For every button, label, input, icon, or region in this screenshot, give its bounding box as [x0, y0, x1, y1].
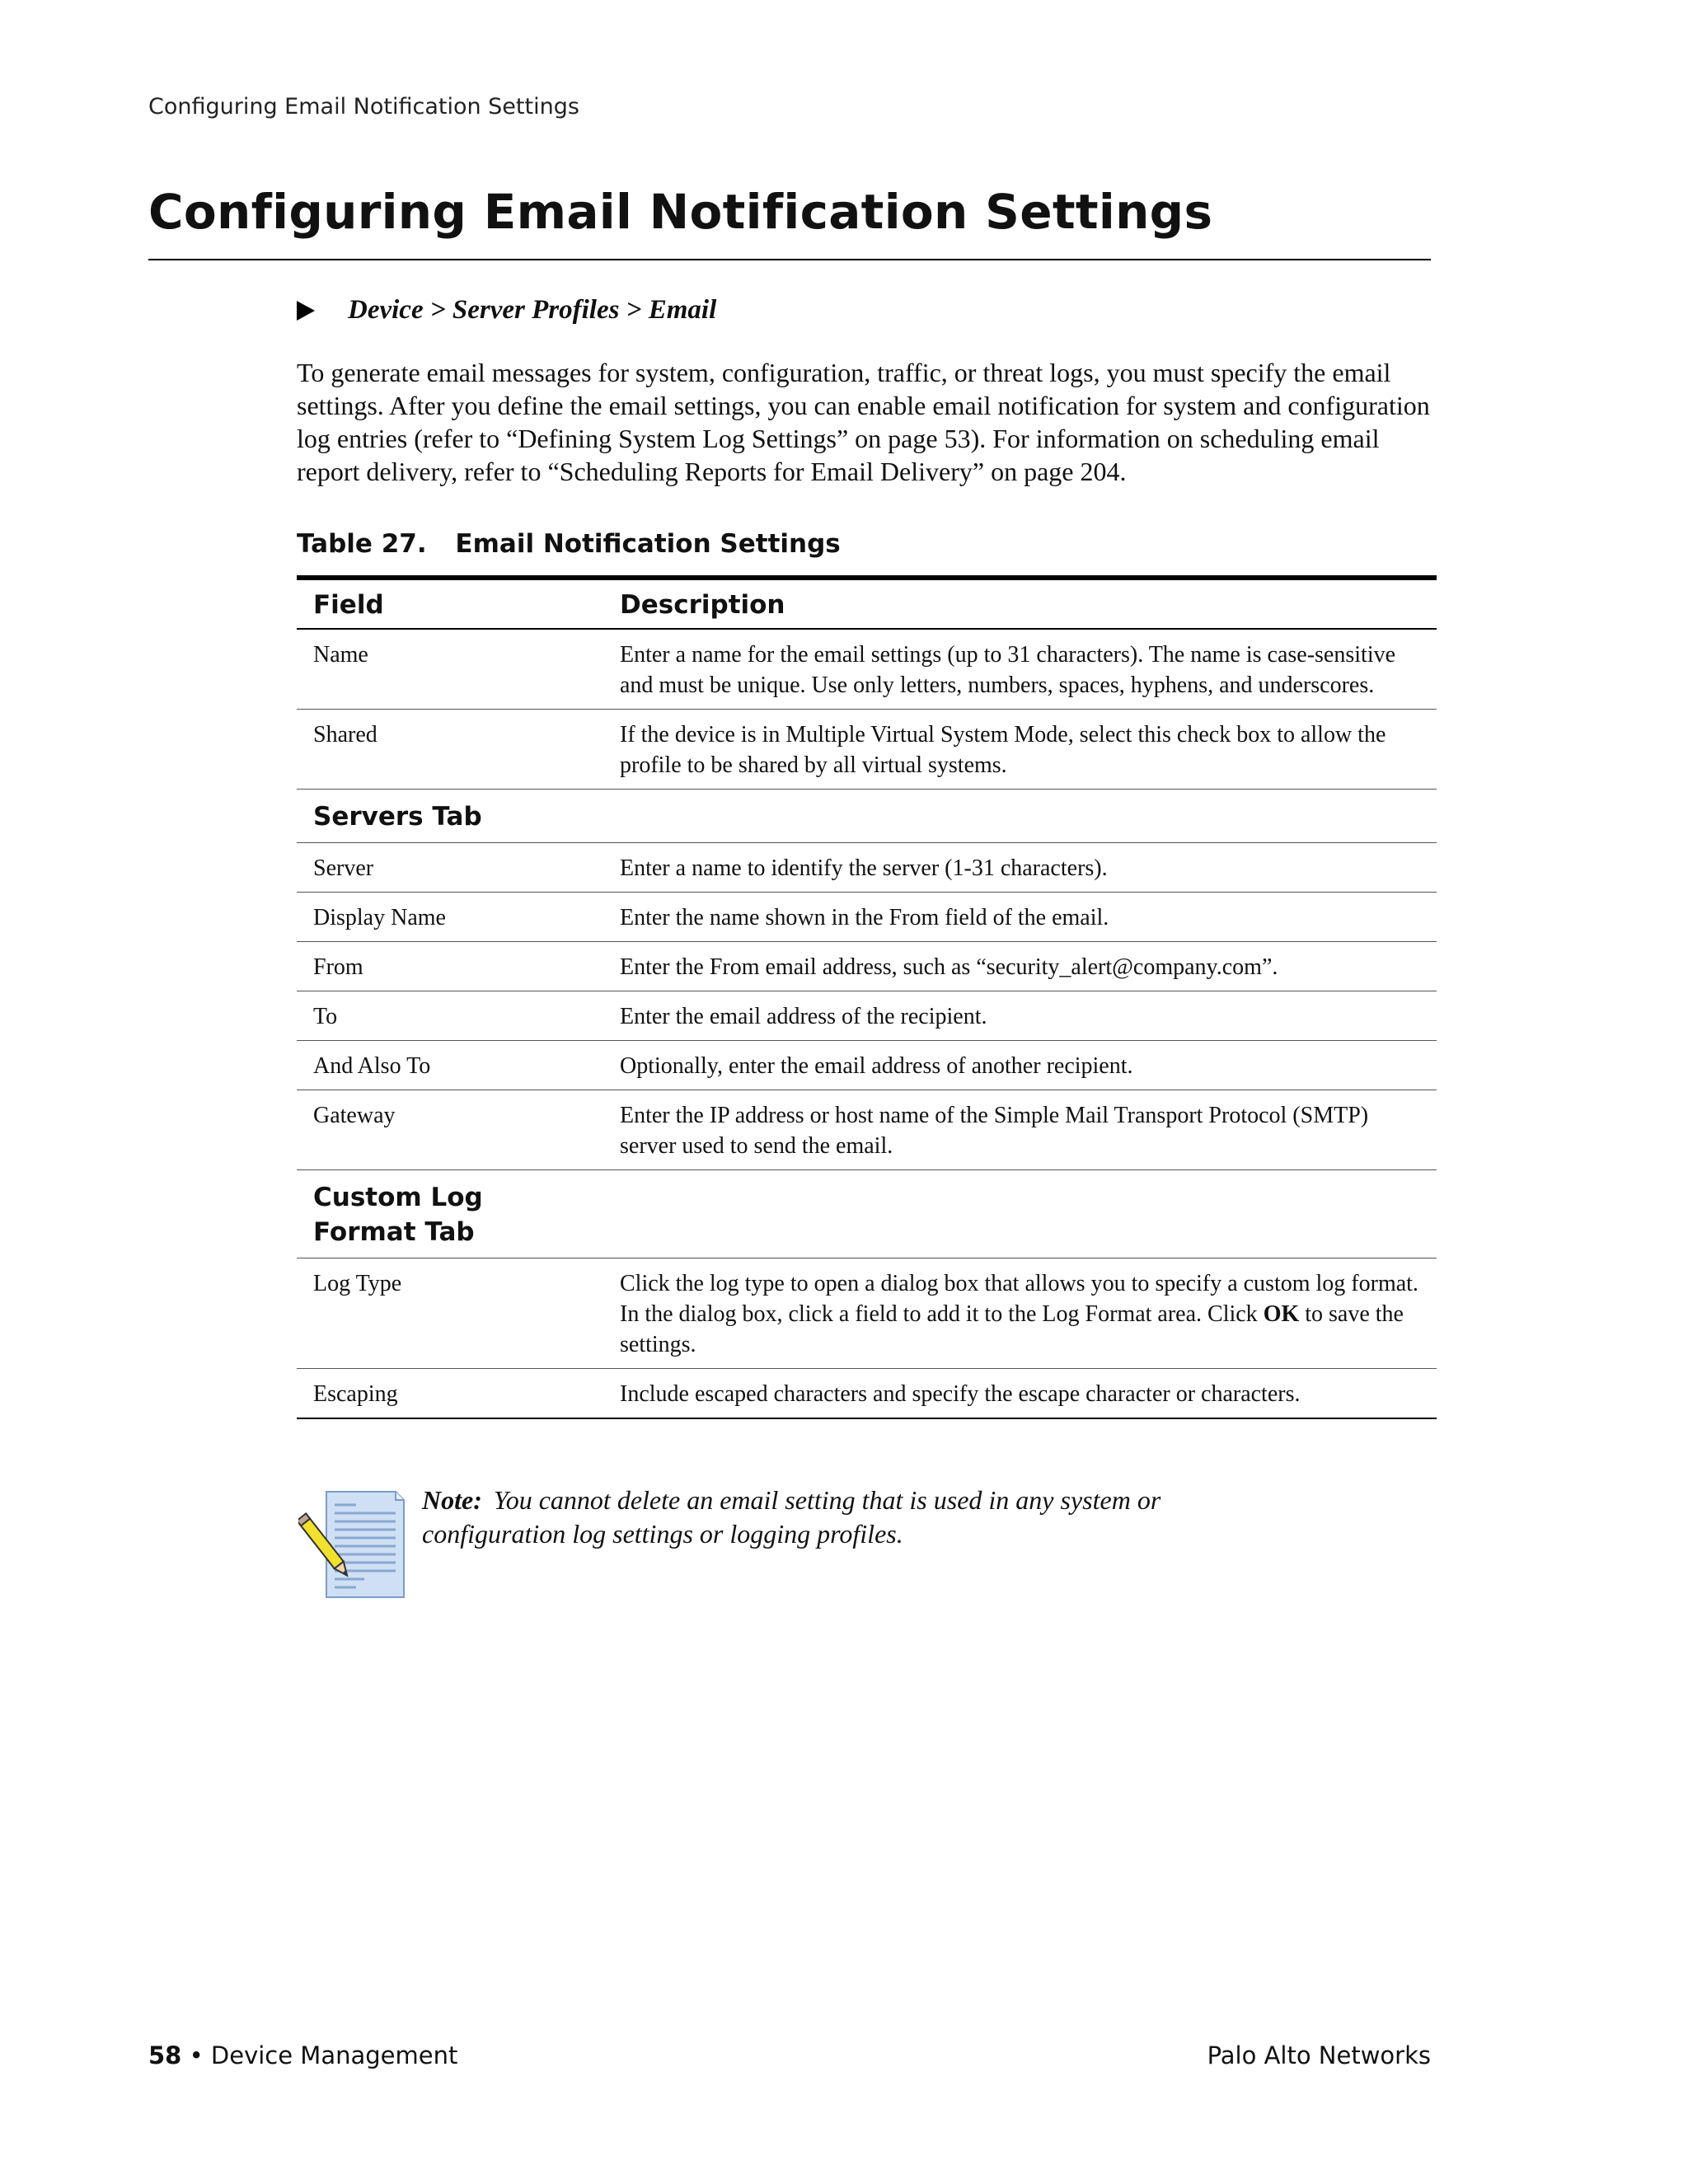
nav-path-text: Device > Server Profiles > Email: [348, 295, 717, 325]
description-cell: Enter the name shown in the From field of the email.: [603, 893, 1437, 942]
table-row: [297, 1090, 1437, 1170]
field-cell: And Also To: [297, 1041, 603, 1090]
field-cell: Name: [297, 629, 603, 710]
field-cell: Display Name: [297, 893, 603, 942]
table-row: [297, 1258, 1437, 1369]
description-text: Click the log type to open a dialog box that allows you to specify a custom log format. In the dialog box, click a field to add it to the Log Format area. Click: [620, 1271, 1418, 1327]
field-cell: Escaping: [297, 1369, 603, 1419]
description-text-after: to save the settings.: [620, 1301, 1404, 1357]
title-rule: [148, 259, 1431, 260]
footer-section: Device Management: [210, 2041, 458, 2069]
running-header: Configuring Email Notification Settings: [148, 94, 579, 120]
footer-company: Palo Alto Networks: [1207, 2041, 1431, 2069]
description-cell: Enter a name for the email settings (up to 31 characters). The name is case-sensitive and must be unique. Use only letters, numbers, spaces, hyphens, and underscores.: [603, 629, 1437, 710]
field-cell: Log Type: [297, 1258, 603, 1369]
section-heading: Custom Log Format Tab: [297, 1170, 603, 1258]
nav-path: [297, 295, 716, 326]
description-cell: Enter the From email address, such as “security_alert@company.com”.: [603, 942, 1437, 991]
table-row: [297, 710, 1437, 790]
field-cell: From: [297, 942, 603, 991]
footer-separator: •: [189, 2041, 204, 2069]
table-row: [297, 991, 1437, 1041]
table-row: [297, 893, 1437, 942]
table-row: [297, 843, 1437, 893]
description-cell: Include escaped characters and specify the escape character or characters.: [603, 1369, 1437, 1419]
page-title: Configuring Email Notification Settings: [148, 184, 1213, 240]
play-arrow-icon: [297, 301, 315, 321]
note-body: You cannot delete an email setting that is used in any system or configuration log settings or logging profiles.: [422, 1485, 1161, 1549]
note-text: [422, 1483, 1263, 1551]
section-row: [297, 790, 1437, 843]
field-cell: Server: [297, 843, 603, 893]
empty-cell: [603, 1170, 1437, 1258]
note-lead: Note:: [422, 1485, 482, 1515]
page-number: 58: [148, 2041, 182, 2069]
field-cell: To: [297, 991, 603, 1041]
footer-left: [148, 2041, 457, 2069]
table-caption-title: Email Notification Settings: [455, 529, 841, 559]
table-caption: [297, 529, 841, 559]
empty-cell: [603, 790, 1437, 843]
description-cell: If the device is in Multiple Virtual System Mode, select this check box to allow the profile to be shared by all virtual systems.: [603, 710, 1437, 790]
email-settings-table: [297, 575, 1437, 1419]
section-row: [297, 1170, 1437, 1258]
table-caption-number: Table 27.: [297, 529, 427, 559]
field-column-header: Field: [297, 578, 603, 629]
ok-label: OK: [1263, 1301, 1300, 1327]
description-column-header: Description: [603, 578, 1437, 629]
field-cell: Shared: [297, 710, 603, 790]
table-header-row: [297, 578, 1437, 629]
field-cell: Gateway: [297, 1090, 603, 1170]
description-cell: Enter the IP address or host name of the Simple Mail Transport Protocol (SMTP) server used to send the email.: [603, 1090, 1437, 1170]
description-cell: Enter the email address of the recipient.: [603, 991, 1437, 1041]
table-row: [297, 1369, 1437, 1419]
table-row: [297, 1041, 1437, 1090]
intro-paragraph: To generate email messages for system, configuration, traffic, or threat logs, you must specify the email settings. After you define the email settings, you can enable email notification for system and configuration log entries (refer to “Defining System Log Settings” on page 53). For information on scheduling email report delivery, refer to “Scheduling Reports for Email Delivery” on page 204.: [297, 358, 1430, 486]
table-row: [297, 942, 1437, 991]
table-row: [297, 629, 1437, 710]
description-cell: [603, 1258, 1437, 1369]
description-cell: Optionally, enter the email address of another recipient.: [603, 1041, 1437, 1090]
note-pencil-icon: [298, 1488, 406, 1601]
section-heading: Servers Tab: [297, 790, 603, 843]
description-cell: Enter a name to identify the server (1-31 characters).: [603, 843, 1437, 893]
